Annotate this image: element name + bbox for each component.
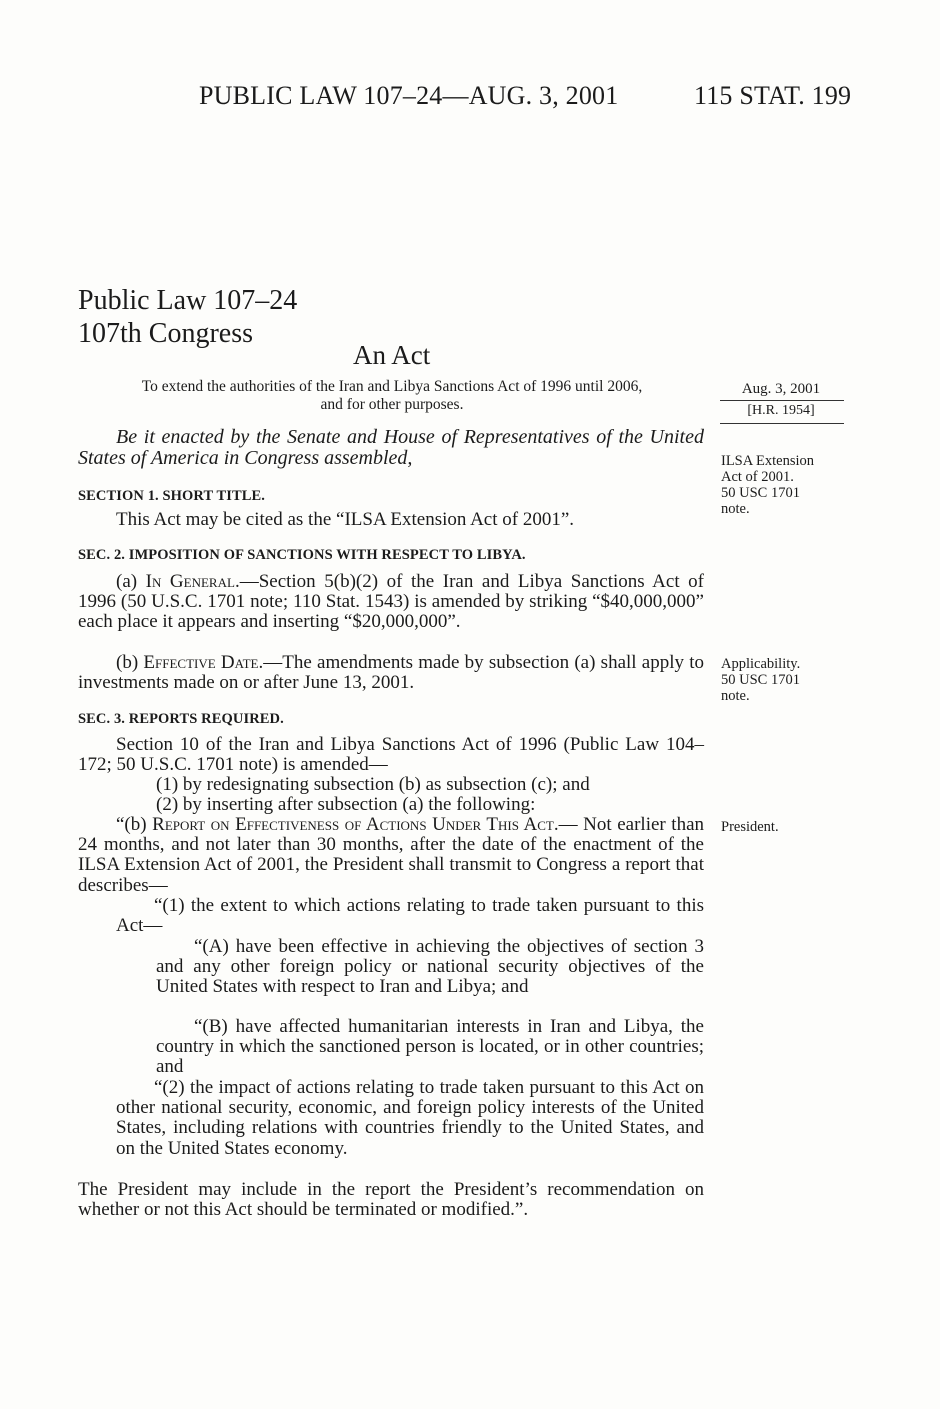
subsection-caption: Report on Effectiveness of Actions Under This Act [152,814,554,835]
subsection-label: “(b) [116,814,153,835]
long-title-line-1: To extend the authorities of the Iran and Libya Sanctions Act of 1996 until 2006, [141,378,643,395]
long-title-line-2: and for other purposes. [320,396,464,413]
subsection-text: .—The amendments made by subsection (a) shall apply to investments made on or after June 13, 2001. [78,652,705,694]
public-law-number: Public Law 107–24 [78,285,298,316]
subsection-caption: Effective Date [143,652,259,673]
long-title [78,378,706,414]
section-2-subsection-a [78,572,704,633]
running-head-citation: PUBLIC LAW 107–24—AUG. 3, 2001 [199,81,619,110]
congress-number: 107th Congress [78,318,253,349]
sidebar-rule-2 [720,423,844,424]
running-head-stat-page: 115 STAT. 199 [694,81,852,110]
section-2-heading: SEC. 2. IMPOSITION OF SANCTIONS WITH RESPECT TO LIBYA. [78,547,526,563]
report-item-1: “(1) the extent to which actions relating to trade taken pursuant to this Act— [116,895,704,937]
section-3-paragraph-2: (2) by inserting after subsection (a) the following: [156,794,536,815]
subsection-text: .— Not earlier than 24 months, and not later than 30 months, after the date of the enactment of the ILSA Extension Act of 2001, the President shall transmit to Congress a report that describes— [78,814,705,896]
law-identification [78,284,297,350]
closing-text: The President may include in the report the President’s recommendation on whether or not this Act should be terminated or modified.”. [78,1179,704,1221]
section-2-subsection-b [78,653,704,693]
report-item-1-A: “(A) have been effective in achieving the objectives of section 3 and any other foreign policy or national security objectives of the United States with respect to Iran and Libya; and [156,936,704,998]
margin-note-line: Act of 2001. [721,469,794,485]
section-3-new-subsection-b [78,815,704,896]
section-1-text: This Act may be cited as the “ILSA Extension Act of 2001”. [116,509,575,530]
margin-note-line: 50 USC 1701 [721,485,800,501]
margin-note-line: note. [721,501,750,517]
report-item-2: “(2) the impact of actions relating to trade taken pursuant to this Act on other national security, economic, and foreign policy interests of the United States, including relations with countries friendly to the United States, and on the United States economy. [116,1077,704,1159]
subsection-label: (b) [116,652,144,673]
enacting-clause: Be it enacted by the Senate and House of Representatives of the United States of America in Congress assembled, [78,426,704,469]
report-item-1-B: “(B) have affected humanitarian interests in Iran and Libya, the country in which the sanctioned person is located, or in other countries; and [156,1016,704,1078]
margin-note-president: President. [721,819,779,835]
subsection-caption: In General [145,571,235,592]
subsection-text: .—Section 5(b)(2) of the Iran and Libya Sanctions Act of 1996 (50 U.S.C. 1701 note; 110 Stat. 1543) is amended by striking “$40,000,000” each place it appears and inserting “$20,000,000”. [78,571,704,633]
margin-note-line: ILSA Extension [721,453,815,469]
margin-note-line: note. [721,688,750,704]
act-heading: An Act [353,340,431,370]
section-3-intro: Section 10 of the Iran and Libya Sanctions Act of 1996 (Public Law 104–172; 50 U.S.C. 1701 note) is amended— [78,734,704,776]
section-3-paragraph-1: (1) by redesignating subsection (b) as subsection (c); and [156,774,590,795]
sidebar-rule-1 [720,400,844,401]
section-1-heading: SECTION 1. SHORT TITLE. [78,488,266,504]
margin-note-line: 50 USC 1701 [721,672,800,688]
section-3-heading: SEC. 3. REPORTS REQUIRED. [78,711,284,727]
margin-note-short-title [721,453,814,517]
sidebar-date: Aug. 3, 2001 [741,381,821,397]
margin-note-applicability [721,656,800,704]
subsection-label: (a) [116,571,146,592]
sidebar-bill-number: [H.R. 1954] [747,403,815,418]
margin-note-line: Applicability. [721,656,801,672]
